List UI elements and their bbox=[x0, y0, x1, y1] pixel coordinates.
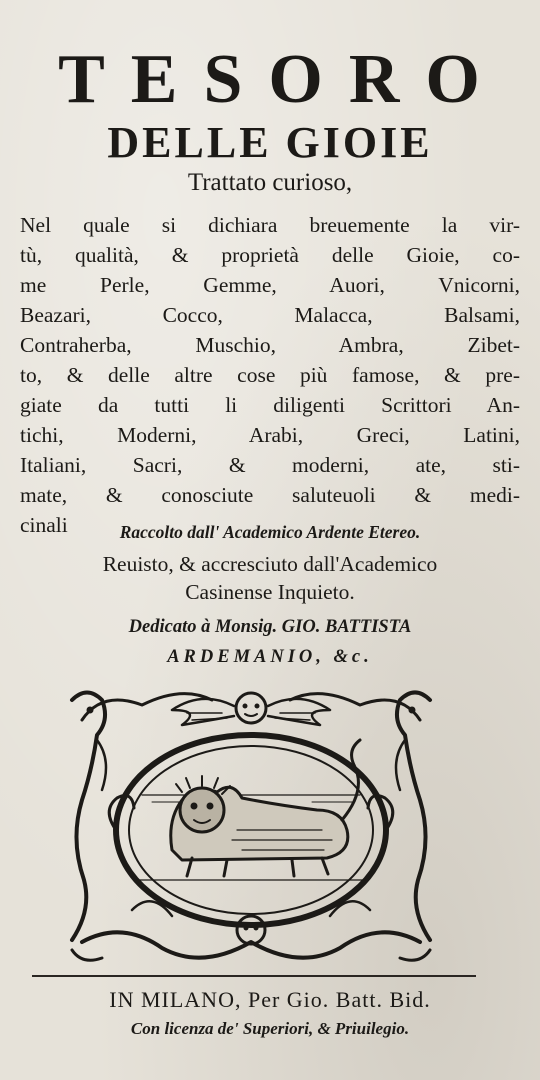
revision-line: Casinense Inquieto. bbox=[185, 580, 355, 604]
description-line: Beazari, Cocco, Malacca, Balsami, bbox=[20, 303, 520, 327]
treatise-line: Trattato curioso, bbox=[187, 169, 353, 196]
description-line: to, & delle altre cose più famose, & pre- bbox=[20, 363, 520, 387]
revision-line: Reuisto, & accresciuto dall'Academico bbox=[102, 552, 438, 576]
description-line: tù, qualità, & proprietà delle Gioie, co- bbox=[20, 243, 520, 267]
description-line: Italiani, Sacri, & moderni, ate, sti- bbox=[20, 453, 520, 477]
imprint-license: Con licenza de' Superiori, & Priuilegio. bbox=[130, 1019, 410, 1038]
compiler-credit: Raccolto dall' Academico Ardente Etereo. bbox=[119, 522, 421, 542]
imprint-divider bbox=[32, 975, 476, 977]
book-subtitle: DELLE GIOIE bbox=[107, 118, 433, 167]
book-title: TESORO bbox=[58, 41, 506, 118]
description-line: Nel quale si dichiara breuemente la vir- bbox=[20, 213, 520, 237]
description-line: giate da tutti li diligenti Scrittori An- bbox=[20, 393, 520, 417]
dedication bbox=[20, 612, 520, 672]
description-line: mate, & conosciute saluteuoli & medi- bbox=[20, 483, 520, 507]
description-block bbox=[20, 210, 520, 540]
imprint-place: IN MILANO, Per Gio. Batt. Bid. bbox=[109, 987, 431, 1012]
description-line: tichi, Moderni, Arabi, Greci, Latini, bbox=[20, 423, 520, 447]
description-line: me Perle, Gemme, Auori, Vnicorni, bbox=[20, 273, 520, 297]
description-line: cinali bbox=[20, 513, 68, 537]
dedication-line: Dedicato à Monsig. GIO. BATTISTA bbox=[128, 617, 412, 637]
woodcut-lion-emblem-icon bbox=[62, 680, 440, 970]
description-line: Contraherba, Muschio, Ambra, Zibet- bbox=[20, 333, 520, 357]
revision-credit bbox=[20, 550, 520, 606]
dedication-line: ARDEMANIO, &c. bbox=[167, 647, 373, 667]
